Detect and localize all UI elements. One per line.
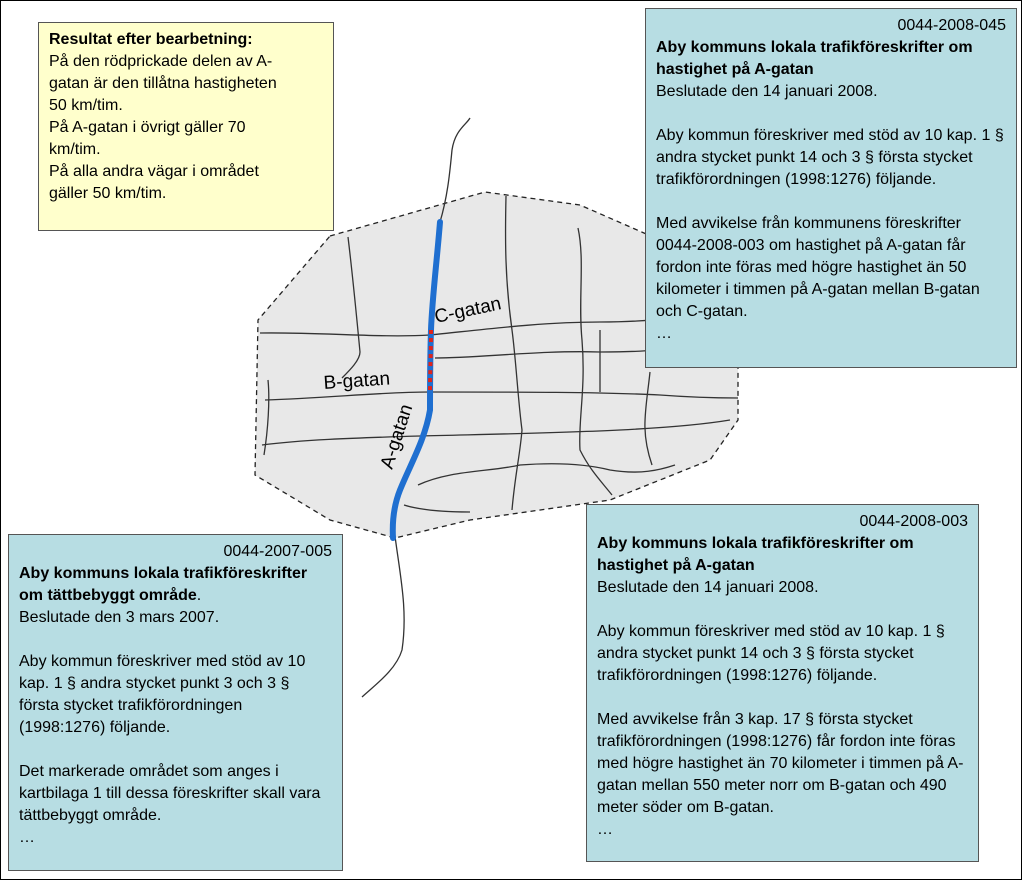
regulation-para-1: Aby kommun föreskriver med stöd av 10 kap. 1 § andra stycket punkt 14 och 3 § första stycket trafikförordningen (1998:1276) följande. <box>656 127 1004 188</box>
regulation-ellipsis: … <box>19 829 35 846</box>
regulation-003-box <box>586 504 979 862</box>
regulation-para-1: Aby kommun föreskriver med stöd av 10 kap. 1 § andra stycket punkt 3 och 3 § första stycket trafikförordningen (1998:1276) följande. <box>19 653 306 736</box>
result-line: gäller 50 km/tim. <box>49 185 167 202</box>
regulation-decided: Beslutade den 3 mars 2007. <box>19 609 220 626</box>
regulation-ellipsis: … <box>597 821 613 838</box>
result-box <box>38 22 334 231</box>
regulation-045-box <box>645 8 1017 368</box>
regulation-para-2: Med avvikelse från 3 kap. 17 § första stycket trafikförordningen (1998:1276) får fordon inte föras med högre hastighet än 70 kilometer i timmen på A-gatan mellan 550 meter norr om B-gatan och 490 meter söder om B-gatan. <box>597 711 964 816</box>
result-line: På den rödprickade delen av A- <box>49 53 273 70</box>
regulation-ref: 0044-2008-003 <box>859 513 968 530</box>
regulation-ref: 0044-2008-045 <box>897 17 1006 34</box>
result-line: gatan är den tillåtna hastigheten <box>49 75 277 92</box>
regulation-decided: Beslutade den 14 januari 2008. <box>597 579 819 596</box>
result-title: Resultat efter bearbetning: <box>49 31 253 48</box>
regulation-title-end: . <box>196 587 202 604</box>
result-line: 50 km/tim. <box>49 97 123 114</box>
regulation-decided: Beslutade den 14 januari 2008. <box>656 83 878 100</box>
regulation-005-box <box>8 534 343 871</box>
label-c-gatan: C-gatan <box>432 293 504 328</box>
result-line: km/tim. <box>49 141 101 158</box>
label-a-gatan: A-gatan <box>376 401 418 472</box>
regulation-para-2: Med avvikelse från kommunens föreskrifter 0044-2008-003 om hastighet på A-gatan får fordon inte föras med högre hastighet än 50 kilometer i timmen på A-gatan mellan B-gatan och C-gatan. <box>656 215 980 320</box>
regulation-para-2: Det markerade området som anges i kartbilaga 1 till dessa föreskrifter skall vara tättbebyggt område. <box>19 763 321 824</box>
south-road <box>362 536 404 697</box>
regulation-title-line <box>19 563 332 607</box>
regulation-ref: 0044-2007-005 <box>223 543 332 560</box>
result-line: På alla andra vägar i området <box>49 163 259 180</box>
regulation-para-1: Aby kommun föreskriver med stöd av 10 kap. 1 § andra stycket punkt 14 och 3 § första stycket trafikförordningen (1998:1276) följande. <box>597 623 945 684</box>
result-line: På A-gatan i övrigt gäller 70 <box>49 119 246 136</box>
regulation-title: Aby kommuns lokala trafikföreskrifter om hastighet på A-gatan <box>597 535 914 574</box>
label-b-gatan: B-gatan <box>322 368 391 394</box>
regulation-ellipsis: … <box>656 325 672 342</box>
regulation-title: Aby kommuns lokala trafikföreskrifter om tättbebyggt område <box>19 565 308 604</box>
regulation-title: Aby kommuns lokala trafikföreskrifter om hastighet på A-gatan <box>656 39 973 78</box>
